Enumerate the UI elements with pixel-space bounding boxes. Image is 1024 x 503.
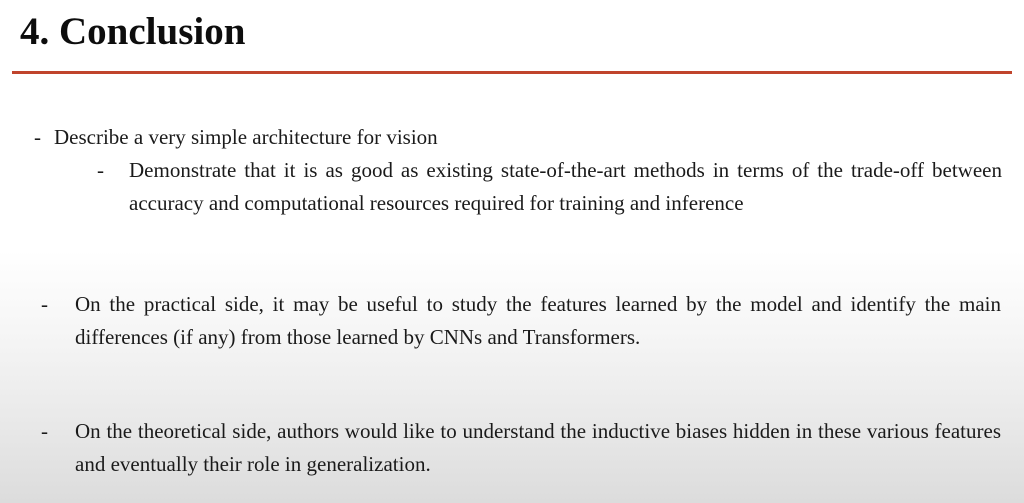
bullet-text: Demonstrate that it is as good as existing state-of-the-art methods in terms of the trade-off between accuracy and computational resources required for training and inference — [129, 158, 1002, 215]
bullet-practical — [0, 288, 1024, 354]
bullet-marker: - — [97, 158, 104, 182]
bullet-marker: - — [34, 125, 41, 149]
bullet-text: On the theoretical side, authors would like to understand the inductive biases hidden in these various features and eventually their role in generalization. — [75, 419, 1001, 476]
bullet-architecture — [0, 121, 1024, 154]
title-divider — [12, 71, 1012, 74]
bullet-marker: - — [41, 419, 48, 443]
sub-bullet-tradeoff — [0, 154, 1024, 220]
slide-title: 4. Conclusion — [20, 10, 246, 53]
bullet-marker: - — [41, 292, 48, 316]
bullet-text: Describe a very simple architecture for vision — [54, 125, 438, 149]
bullet-theoretical — [0, 415, 1024, 481]
bullet-text: On the practical side, it may be useful to study the features learned by the model and identify the main differences (if any) from those learned by CNNs and Transformers. — [75, 292, 1001, 349]
